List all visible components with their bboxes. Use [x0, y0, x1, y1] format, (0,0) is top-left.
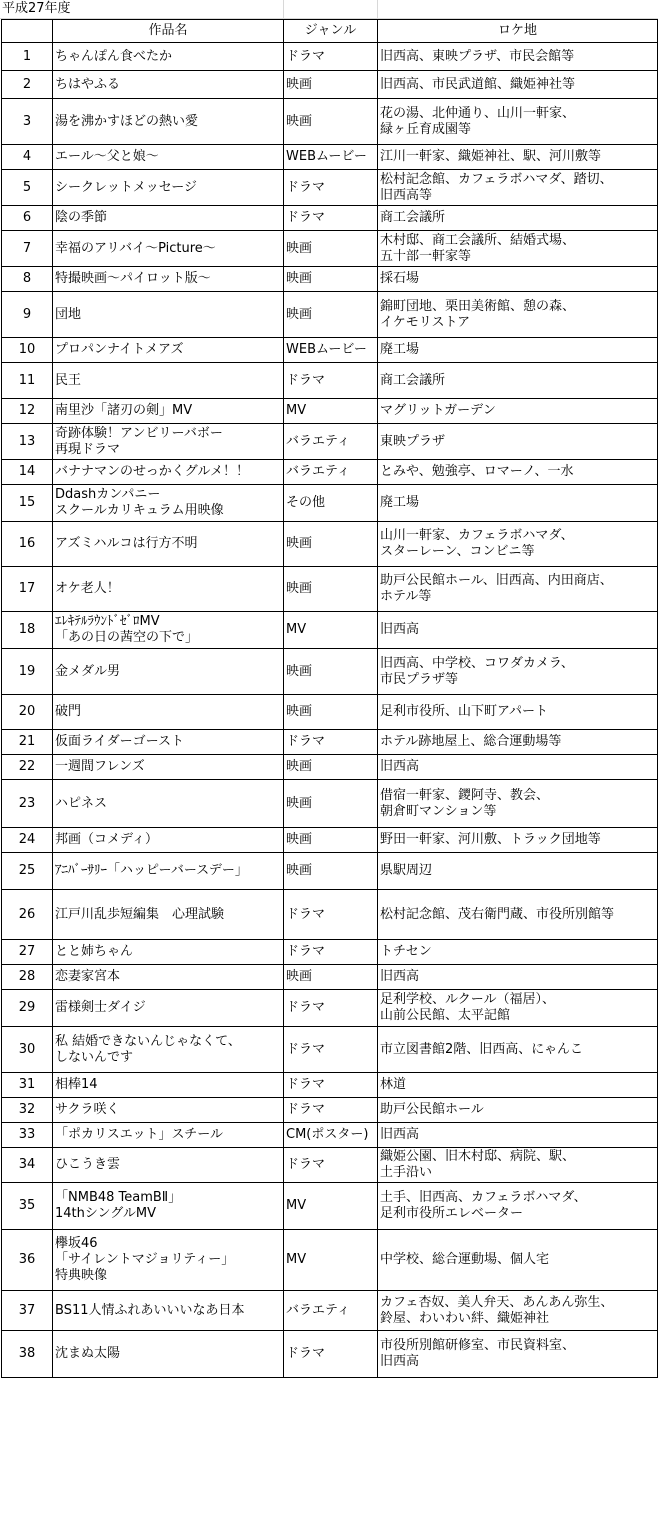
location-line: 商工会議所 [380, 210, 446, 225]
header-genre: ジャンル [284, 20, 378, 43]
table-row [2, 399, 658, 424]
genre: バラエティ [284, 424, 378, 460]
genre: 映画 [284, 71, 378, 99]
sheet-caption: 平成27年度 [0, 0, 658, 19]
work-title [53, 567, 284, 612]
location [378, 485, 658, 522]
location-line: 旧西高 [380, 1354, 420, 1369]
work-title-line: 団地 [55, 306, 82, 322]
work-title-line: 邦画（コメディ） [55, 832, 158, 847]
row-number: 36 [2, 1230, 53, 1291]
genre: MV [284, 1230, 378, 1291]
table-row [2, 990, 658, 1027]
location-line: 山前公民館、太平記館 [380, 1008, 511, 1023]
genre: CM(ポスター) [284, 1123, 378, 1148]
location-line: 五十部一軒家等 [380, 248, 472, 264]
work-title [53, 485, 284, 522]
location-line: カフェ杏奴、美人弁天、あんあん弥生、 [380, 1294, 614, 1310]
table-row [2, 755, 658, 780]
work-title [53, 71, 284, 99]
work-title-line: ひこうき雲 [55, 1157, 121, 1172]
table-row [2, 1098, 658, 1123]
location-line: 土手沿い [380, 1165, 433, 1180]
location-line: 木村邸、商工会議所、結婚式場、 [380, 232, 576, 248]
work-title-line: 特典映像 [55, 1268, 108, 1283]
row-number: 12 [2, 399, 53, 424]
row-number: 22 [2, 755, 53, 780]
genre: ドラマ [284, 1098, 378, 1123]
location-line: 旧西高 [380, 1127, 420, 1142]
row-number: 3 [2, 99, 53, 145]
location [378, 780, 658, 828]
table-row [2, 940, 658, 965]
location-line: 旧西高等 [380, 187, 433, 203]
work-title [53, 990, 284, 1027]
work-title-line: 湯を沸かすほどの熱い愛 [55, 113, 199, 129]
table-row [2, 828, 658, 853]
table-row [2, 363, 658, 399]
table-row [2, 522, 658, 567]
work-title [53, 399, 284, 424]
table-row [2, 1183, 658, 1230]
location-line: とみや、勉強亭、ロマーノ、一水 [380, 464, 574, 479]
location-line: 野田一軒家、河川敷、トラック団地等 [380, 832, 601, 847]
location-line: ホテル等 [380, 589, 432, 604]
genre: MV [284, 612, 378, 649]
row-number: 29 [2, 990, 53, 1027]
work-title [53, 695, 284, 730]
table-row [2, 71, 658, 99]
location [378, 522, 658, 567]
work-title [53, 267, 284, 292]
table-row [2, 1331, 658, 1378]
work-title-line: ｴﾚｷﾃﾙﾗｳﾝﾄﾞｾﾞﾛMV [55, 614, 160, 629]
genre: 映画 [284, 649, 378, 695]
genre: MV [284, 399, 378, 424]
work-title [53, 43, 284, 71]
genre: その他 [284, 485, 378, 522]
location-line: 市立図書館2階、旧西高、にゃんこ [380, 1041, 584, 1057]
header-number [2, 20, 53, 43]
location [378, 567, 658, 612]
row-number: 4 [2, 145, 53, 170]
location [378, 965, 658, 990]
location [378, 71, 658, 99]
location [378, 853, 658, 890]
genre: ドラマ [284, 1073, 378, 1098]
genre: 映画 [284, 695, 378, 730]
row-number: 25 [2, 853, 53, 890]
location [378, 1098, 658, 1123]
location [378, 363, 658, 399]
work-title-line: 「NMB48 TeamBⅡ」 [55, 1190, 182, 1205]
location-line: イケモリストア [380, 314, 471, 330]
row-number: 17 [2, 567, 53, 612]
table-row [2, 780, 658, 828]
table-row [2, 292, 658, 338]
genre: MV [284, 1183, 378, 1230]
table-row [2, 853, 658, 890]
work-title [53, 940, 284, 965]
work-title-line: 恋妻家宮本 [55, 969, 121, 984]
row-number: 8 [2, 267, 53, 292]
location-line: 足利市役所エレベーター [380, 1206, 524, 1221]
location-line: 緑ヶ丘育成園等 [380, 121, 472, 137]
location [378, 1148, 658, 1183]
work-title [53, 170, 284, 206]
row-number: 21 [2, 730, 53, 755]
work-title [53, 1098, 284, 1123]
work-title [53, 1123, 284, 1148]
row-number: 1 [2, 43, 53, 71]
table-row [2, 43, 658, 71]
location-line: 中学校、総合運動場、個人宅 [380, 1252, 550, 1267]
table-row [2, 424, 658, 460]
row-number: 38 [2, 1331, 53, 1378]
work-title-line: BS11人情ふれあいいいなあ日本 [55, 1302, 245, 1318]
row-number: 26 [2, 890, 53, 940]
table-row [2, 1123, 658, 1148]
genre: ドラマ [284, 1027, 378, 1073]
location-line: 織姫公園、旧木村邸、病院、駅、 [380, 1149, 576, 1164]
row-number: 27 [2, 940, 53, 965]
genre: ドラマ [284, 940, 378, 965]
genre: ドラマ [284, 206, 378, 231]
location [378, 231, 658, 267]
location-line: 旧西高 [380, 969, 420, 984]
table-row [2, 1291, 658, 1331]
row-number: 19 [2, 649, 53, 695]
work-title-line: とと姉ちゃん [55, 944, 134, 959]
genre: 映画 [284, 267, 378, 292]
location-line: 鈴屋、わいわい絆、織姫神社 [380, 1310, 550, 1326]
work-title [53, 231, 284, 267]
genre: 映画 [284, 567, 378, 612]
location-line: マグリットガーデン [380, 403, 496, 418]
row-number: 9 [2, 292, 53, 338]
location [378, 424, 658, 460]
work-title [53, 363, 284, 399]
row-number: 14 [2, 460, 53, 485]
location-line: 助戸公民館ホール、旧西高、内田商店、 [380, 573, 613, 588]
genre: ドラマ [284, 1148, 378, 1183]
header-row [2, 20, 658, 43]
location [378, 1291, 658, 1331]
location-line: 東映プラザ [380, 433, 446, 449]
work-title-line: 一週間フレンズ [55, 759, 145, 774]
row-number: 33 [2, 1123, 53, 1148]
genre: 映画 [284, 853, 378, 890]
row-number: 13 [2, 424, 53, 460]
location [378, 292, 658, 338]
work-title-line: 南里沙「諸刃の剣」MV [55, 403, 193, 418]
genre: WEBムービー [284, 338, 378, 363]
location [378, 990, 658, 1027]
location-line: スターレーン、コンビニ等 [380, 544, 535, 559]
location [378, 460, 658, 485]
work-title [53, 853, 284, 890]
work-title [53, 1183, 284, 1230]
row-number: 2 [2, 71, 53, 99]
work-title [53, 145, 284, 170]
row-number: 37 [2, 1291, 53, 1331]
table-row [2, 567, 658, 612]
work-title-line: しないんです [55, 1049, 134, 1065]
row-number: 28 [2, 965, 53, 990]
work-title [53, 730, 284, 755]
table-row [2, 231, 658, 267]
location [378, 99, 658, 145]
table-row [2, 145, 658, 170]
table-row [2, 460, 658, 485]
work-title [53, 649, 284, 695]
genre: ドラマ [284, 363, 378, 399]
table-row [2, 649, 658, 695]
work-title [53, 965, 284, 990]
location [378, 338, 658, 363]
header-location: ロケ地 [378, 20, 658, 43]
genre: ドラマ [284, 730, 378, 755]
table-row [2, 485, 658, 522]
row-number: 24 [2, 828, 53, 853]
genre: ドラマ [284, 43, 378, 71]
location-line: 市役所別館研修室、市民資料室、 [380, 1338, 576, 1353]
row-number: 6 [2, 206, 53, 231]
location [378, 206, 658, 231]
work-title-line: シークレットメッセージ [55, 179, 197, 195]
table-row [2, 99, 658, 145]
location-line: 県駅周辺 [380, 863, 433, 878]
row-number: 15 [2, 485, 53, 522]
work-title-line: 14thシングルMV [55, 1206, 157, 1221]
work-title-line: バナナマンのせっかくグルメ！！ [55, 464, 249, 479]
work-title-line: 欅坂46 [55, 1236, 98, 1251]
work-title-line: プロパンナイトメアズ [55, 342, 184, 357]
work-title-line: 再現ドラマ [55, 441, 121, 457]
row-number: 16 [2, 522, 53, 567]
location-line: 錦町団地、栗田美術館、憩の森、 [380, 298, 576, 314]
work-title-line: 私 結婚できないんじゃなくて、 [55, 1033, 241, 1049]
work-title [53, 612, 284, 649]
location-line: 助戸公民館ホール [380, 1102, 484, 1117]
location [378, 1331, 658, 1378]
location-line: 旧西高、東映プラザ、市民会館等 [380, 48, 575, 64]
location [378, 612, 658, 649]
table-row [2, 730, 658, 755]
filming-location-table [1, 19, 658, 1378]
genre: ドラマ [284, 170, 378, 206]
work-title-line: 相棒14 [55, 1077, 98, 1092]
genre: バラエティ [284, 1291, 378, 1331]
table-row [2, 965, 658, 990]
genre: WEBムービー [284, 145, 378, 170]
location-line: 廃工場 [380, 342, 420, 357]
work-title [53, 1148, 284, 1183]
row-number: 23 [2, 780, 53, 828]
work-title [53, 755, 284, 780]
work-title [53, 292, 284, 338]
work-title-line: 金メダル男 [55, 663, 121, 679]
work-title [53, 780, 284, 828]
row-number: 7 [2, 231, 53, 267]
location [378, 399, 658, 424]
location-line: 採石場 [380, 271, 420, 286]
location-line: 旧西高 [380, 759, 420, 774]
work-title [53, 338, 284, 363]
work-title-line: 「ポカリスエット」スチール [55, 1127, 223, 1142]
location [378, 43, 658, 71]
location [378, 267, 658, 292]
work-title-line: 仮面ライダーゴースト [55, 734, 184, 749]
location-line: 朝倉町マンション等 [380, 803, 497, 819]
work-title-line: エール〜父と娘〜 [55, 149, 159, 164]
work-title [53, 1230, 284, 1291]
work-title-line: 「あの日の茜空の下で」 [55, 630, 199, 645]
work-title-line: ハピネス [55, 795, 108, 811]
location [378, 1027, 658, 1073]
row-number: 31 [2, 1073, 53, 1098]
location [378, 1123, 658, 1148]
location-line: トチセン [380, 944, 432, 959]
genre: バラエティ [284, 460, 378, 485]
location [378, 828, 658, 853]
work-title [53, 828, 284, 853]
work-title-line: Ddashカンパニー [55, 487, 161, 502]
genre: 映画 [284, 231, 378, 267]
work-title [53, 1291, 284, 1331]
location [378, 649, 658, 695]
row-number: 18 [2, 612, 53, 649]
work-title-line: 幸福のアリバイ〜Picture〜 [55, 240, 216, 256]
table-row [2, 267, 658, 292]
location-line: 廃工場 [380, 495, 420, 510]
location [378, 170, 658, 206]
work-title-line: 特撮映画〜パイロット版〜 [55, 271, 211, 286]
table-row [2, 1027, 658, 1073]
work-title-line: スクールカリキュラム用映像 [55, 503, 224, 518]
genre: ドラマ [284, 1331, 378, 1378]
location-line: 松村記念館、カフェラボハマダ、踏切、 [380, 171, 613, 187]
work-title-line: ｱﾆﾊﾞｰｻﾘｰ「ハッピーバースデー」 [55, 863, 248, 878]
location [378, 730, 658, 755]
location-line: 旧西高、中学校、コワダカメラ、 [380, 655, 574, 671]
location-line: 足利学校、ルクール（福居）、 [380, 992, 555, 1007]
work-title-line: オケ老人！ [55, 581, 120, 596]
table-row [2, 170, 658, 206]
location-line: 商工会議所 [380, 372, 446, 388]
header-title: 作品名 [53, 20, 284, 43]
genre: ドラマ [284, 890, 378, 940]
genre: 映画 [284, 780, 378, 828]
row-number: 11 [2, 363, 53, 399]
location-line: 土手、旧西高、カフェラボハマダ、 [380, 1190, 587, 1205]
work-title [53, 460, 284, 485]
table-row [2, 1073, 658, 1098]
genre: 映画 [284, 828, 378, 853]
work-title-line: 「サイレントマジョリティー」 [55, 1252, 235, 1267]
location-line: 花の湯、北仲通り、山川一軒家、 [380, 105, 576, 121]
location-line: 山川一軒家、カフェラボハマダ、 [380, 528, 574, 543]
location-line: 市民プラザ等 [380, 671, 459, 687]
work-title-line: サクラ咲く [55, 1102, 120, 1117]
location [378, 1073, 658, 1098]
work-title-line: 破門 [55, 704, 82, 719]
location-line: 足利市役所、山下町アパート [380, 704, 548, 719]
work-title [53, 424, 284, 460]
row-number: 30 [2, 1027, 53, 1073]
location [378, 890, 658, 940]
work-title [53, 1027, 284, 1073]
genre: 映画 [284, 99, 378, 145]
genre: ドラマ [284, 990, 378, 1027]
genre: 映画 [284, 755, 378, 780]
work-title-line: 江戸川乱歩短編集 心理試験 [55, 906, 225, 922]
work-title [53, 522, 284, 567]
table-row [2, 1148, 658, 1183]
genre: 映画 [284, 522, 378, 567]
work-title-line: 奇跡体験！アンビリーバボー [55, 425, 223, 441]
work-title [53, 99, 284, 145]
work-title-line: 陰の季節 [55, 210, 108, 225]
location [378, 695, 658, 730]
row-number: 35 [2, 1183, 53, 1230]
location-line: 借宿一軒家、鑁阿寺、教会、 [380, 787, 550, 803]
table-body [2, 43, 658, 1378]
work-title [53, 1331, 284, 1378]
work-title-line: 民王 [55, 372, 82, 388]
table-row [2, 338, 658, 363]
table-row [2, 206, 658, 231]
genre: 映画 [284, 292, 378, 338]
genre: 映画 [284, 965, 378, 990]
location-line: 林道 [380, 1077, 407, 1092]
work-title [53, 206, 284, 231]
table-row [2, 695, 658, 730]
work-title-line: 雷様剣士ダイジ [55, 1000, 146, 1015]
row-number: 34 [2, 1148, 53, 1183]
location-line: 松村記念館、茂右衛門蔵、市役所別館等 [380, 906, 615, 922]
table-row [2, 890, 658, 940]
location-line: ホテル跡地屋上、総合運動場等 [380, 734, 562, 749]
location [378, 145, 658, 170]
location [378, 1230, 658, 1291]
location-line: 江川一軒家、織姫神社、駅、河川敷等 [380, 149, 602, 164]
location [378, 940, 658, 965]
row-number: 20 [2, 695, 53, 730]
work-title [53, 1073, 284, 1098]
table-row [2, 612, 658, 649]
work-title [53, 890, 284, 940]
work-title-line: ちはやふる [55, 76, 121, 92]
location-line: 旧西高、市民武道館、織姫神社等 [380, 76, 576, 92]
work-title-line: ちゃんぽん食べたか [55, 48, 173, 64]
table-row [2, 1230, 658, 1291]
row-number: 5 [2, 170, 53, 206]
location [378, 1183, 658, 1230]
row-number: 10 [2, 338, 53, 363]
work-title-line: 沈まぬ太陽 [55, 1346, 121, 1361]
location [378, 755, 658, 780]
work-title-line: アズミハルコは行方不明 [55, 536, 198, 551]
row-number: 32 [2, 1098, 53, 1123]
location-line: 旧西高 [380, 622, 420, 637]
